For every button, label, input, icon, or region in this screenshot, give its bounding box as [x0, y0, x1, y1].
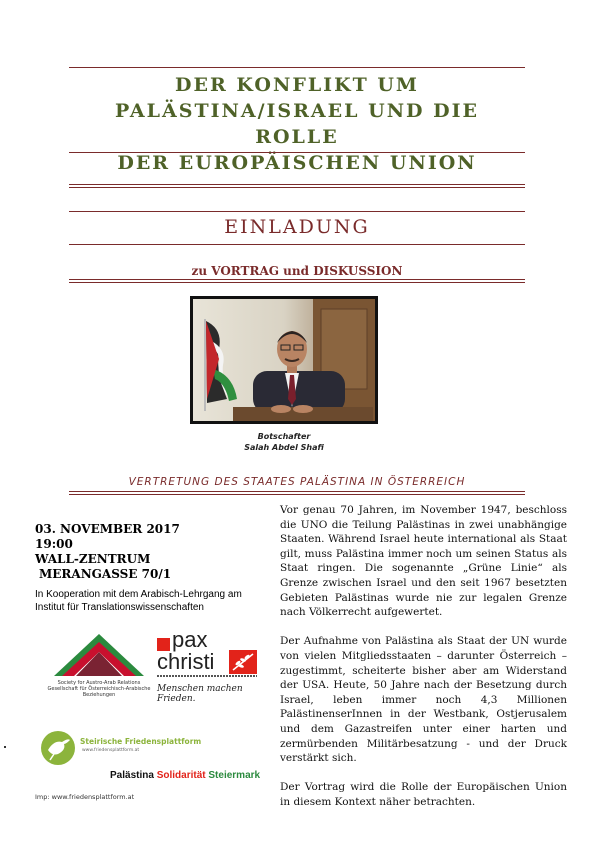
dove-icon	[40, 730, 76, 766]
olive-branch-icon	[229, 650, 257, 674]
title-line-2: PALÄSTINA/ISRAEL UND DIE ROLLE	[114, 100, 479, 148]
saar-line-2: Gesellschaft für Österreichisch-Arabische Beziehungen	[47, 686, 151, 698]
title-line-1: DER KONFLIKT UM	[175, 74, 419, 96]
saar-triangle-icon	[44, 632, 154, 676]
speaker-photo	[190, 296, 378, 424]
imprint: Imp: www.friedensplattform.at	[35, 793, 135, 801]
body-text	[280, 503, 567, 824]
saar-line-1: Society for Austro-Arab Relations	[57, 680, 141, 686]
sol-palaestina: Palästina	[110, 770, 154, 781]
event-date: 03. NOVEMBER 2017	[35, 522, 180, 536]
rule-above-einladung	[69, 211, 525, 212]
pax-fine-print	[157, 675, 257, 677]
event-address: MERANGASSE 70/1	[39, 567, 172, 581]
document-title	[69, 72, 525, 176]
title-bottom-rule	[69, 152, 525, 153]
rule-below-einladung	[69, 244, 525, 245]
top-rule	[69, 67, 525, 68]
event-venue: WALL-ZENTRUM	[35, 552, 151, 566]
solidarity-label	[110, 770, 260, 781]
event-cooperation: In Kooperation mit dem Arabisch-Lehrgang am Institut für Translationswissenschaften	[35, 589, 242, 613]
pax-branch-box	[229, 650, 257, 674]
body-paragraph-2: Der Aufnahme von Palästina als Staat der UN wurde von vielen Mitgliedsstaaten – darunter Österreich – zugestimmt, scheiterte bisher aber am Widerstand der USA. Heute, 50 Jahre nach der Besetzung durch Israel, leben immer noch 4,3 Millionen PalästinenserInnen in der Westbank, Ostjerusalem und dem Gazastreifen unter einer harten und zermürbenden Militärbesatzung - und der Druck verstärkt sich.	[280, 635, 567, 765]
event-time: 19:00	[35, 537, 73, 551]
fp-url: www.friedensplattform.at	[82, 748, 140, 753]
speaker-portrait-image	[193, 299, 375, 421]
invitation-heading: EINLADUNG	[224, 216, 370, 238]
edge-mark	[4, 746, 6, 748]
body-paragraph-3: Der Vortrag wird die Rolle der Europäischen Union in diesem Kontext näher betrachten.	[280, 781, 567, 808]
saar-logo	[44, 632, 154, 704]
body-paragraph-1: Vor genau 70 Jahren, im November 1947, beschloss die UNO die Teilung Palästinas in zwei unabhängige Staaten. Während Israel heute international als Staat gilt, muss Palästina immer noch um seinen Status als Staat ringen. Die sogenannte „Grüne Linie“ als Grenze zwischen Israel und den seit 1967 besetzten Gebieten Palästinas wurde nie zur legalen Grenze nach Völkerrecht aufgewertet.	[280, 504, 567, 619]
speaker-role: Botschafter	[257, 432, 311, 441]
double-rule-1	[69, 184, 525, 188]
title-line-3: DER EUROPÄISCHEN UNION	[117, 152, 477, 174]
invitation-subheading: zu VORTRAG und DISKUSSION	[191, 264, 403, 278]
event-details	[35, 522, 180, 582]
double-rule-2	[69, 279, 525, 283]
organisation-name: VERTRETUNG DES STAATES PALÄSTINA IN ÖSTERREICH	[128, 476, 466, 488]
christi-word: christi	[157, 649, 215, 674]
pax-slogan: Menschen machen Frieden.	[157, 684, 243, 704]
sol-steiermark: Steiermark	[208, 770, 261, 781]
sol-solidaritaet: Solidarität	[156, 770, 206, 781]
speaker-name: Salah Abdel Shafi	[244, 443, 324, 452]
double-rule-3	[69, 491, 525, 495]
friedensplattform-logo	[40, 730, 210, 766]
fp-name: Steirische Friedensplattform	[80, 737, 202, 746]
pax-word: pax	[172, 627, 208, 652]
pax-christi-logo	[157, 627, 263, 704]
